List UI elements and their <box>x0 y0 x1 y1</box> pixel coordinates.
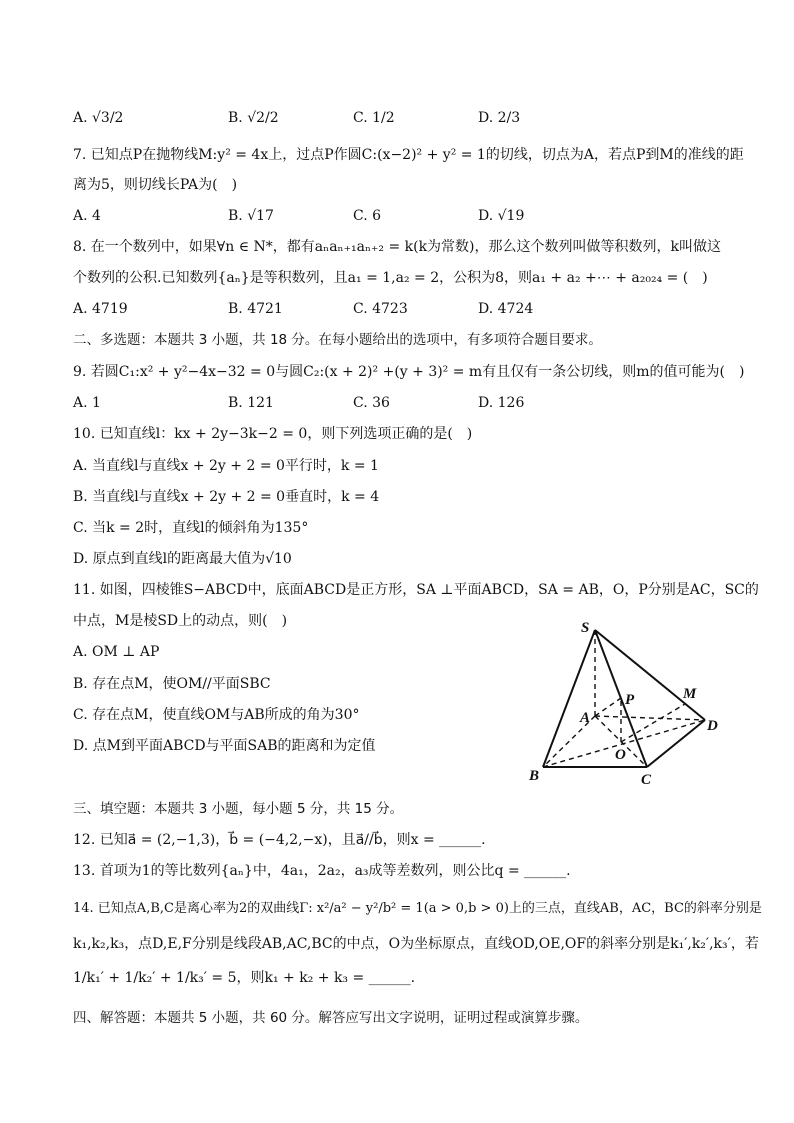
q9-option-c: C. 36 <box>353 395 390 411</box>
edge-AD <box>595 716 705 720</box>
label-D: D <box>707 718 718 734</box>
q8-option-a: A. 4719 <box>73 301 128 317</box>
q6-option-d: D. 2/3 <box>478 110 521 126</box>
q7-option-b: B. √17 <box>228 208 274 224</box>
q8-stem-line1: 8. 在一个数列中，如果∀n ∈ N*，都有aₙaₙ₊₁aₙ₊₂ = k(k为常数)，那么这个数列叫做等积数列，k叫做这 <box>73 239 722 255</box>
label-C: C <box>641 772 652 788</box>
q10-option-a: A. 当直线l与直线x + 2y + 2 = 0平行时，k = 1 <box>73 458 379 474</box>
q6-option-c: C. 1/2 <box>353 110 395 126</box>
q14-stem-line1: 14. 已知点A,B,C是离心率为2的双曲线Γ: x²/a² − y²/b² = 1(a > 0,b > 0)上的三点，直线AB，AC，BC的斜率分别是 <box>73 901 762 916</box>
q11-option-a: A. OM ⊥ AP <box>73 644 160 660</box>
q11-stem-line2: 中点，M是棱SD上的动点，则( ) <box>73 613 288 629</box>
label-M: M <box>683 686 697 702</box>
q13: 13. 首项为1的等比数列{aₙ}中，4a₁，2a₂，a₃成等差数列，则公比q = ______. <box>73 863 571 879</box>
q8-option-c: C. 4723 <box>353 301 408 317</box>
label-O: O <box>615 747 626 763</box>
q6-option-b: B. √2/2 <box>228 110 279 126</box>
section-heading-multiple-choice: 二、多选题：本题共 3 小题，共 18 分。在每小题给出的选项中，有多项符合题目要求。 <box>73 332 602 348</box>
q8-stem-line2: 个数列的公积.已知数列{aₙ}是等积数列，且a₁ = 1,a₂ = 2，公积为8，则a₁ + a₂ +⋯ + a₂₀₂₄ = ( ) <box>73 270 708 286</box>
q7-option-c: C. 6 <box>353 208 382 224</box>
edge-CD <box>647 720 705 767</box>
q6-option-a: A. √3/2 <box>73 110 124 126</box>
pyramid-figure <box>525 612 725 792</box>
seg-AP <box>595 698 621 716</box>
q14-stem-line2: k₁,k₂,k₃，点D,E,F分别是线段AB,AC,BC的中点，O为坐标原点，直线OD,OE,OF的斜率分别是k₁′,k₂′,k₃′，若 <box>73 936 759 952</box>
q7-option-a: A. 4 <box>73 208 101 224</box>
q10-option-b: B. 当直线l与直线x + 2y + 2 = 0垂直时，k = 4 <box>73 489 380 505</box>
q11-option-b: B. 存在点M，使OM//平面SBC <box>73 676 271 692</box>
q10-option-d: D. 原点到直线l的距离最大值为√10 <box>73 551 292 567</box>
q11-stem-line1: 11. 如图，四棱锥S−ABCD中，底面ABCD是正方形，SA ⊥平面ABCD，SA = AB，O，P分别是AC，SC的 <box>73 582 759 598</box>
q11-option-d: D. 点M到平面ABCD与平面SAB的距离和为定值 <box>73 738 376 754</box>
section-heading-fill-in: 三、填空题：本题共 3 小题，每小题 5 分，共 15 分。 <box>73 801 404 817</box>
label-S: S <box>581 620 590 636</box>
section-heading-solutions: 四、解答题：本题共 5 小题，共 60 分。解答应写出文字说明，证明过程或演算步骤。 <box>73 1010 589 1026</box>
label-P: P <box>625 692 635 708</box>
q10-stem: 10. 已知直线l：kx + 2y−3k−2 = 0，则下列选项正确的是( ) <box>73 426 473 442</box>
q14-stem-line3: 1/k₁′ + 1/k₂′ + 1/k₃′ = 5，则k₁ + k₂ + k₃ = ______. <box>73 970 416 986</box>
q9-stem: 9. 若圆C₁:x² + y²−4x−32 = 0与圆C₂:(x + 2)² +(y + 3)² = m有且仅有一条公切线，则m的值可能为( ) <box>73 364 745 380</box>
q7-option-d: D. √19 <box>478 208 525 224</box>
label-B: B <box>529 768 540 784</box>
q11-option-c: C. 存在点M，使直线OM与AB所成的角为30° <box>73 707 360 723</box>
q9-option-b: B. 121 <box>228 395 274 411</box>
label-A: A <box>580 710 591 726</box>
q9-option-d: D. 126 <box>478 395 525 411</box>
q7-stem-line1: 7. 已知点P在抛物线M:y² = 4x上，过点P作圆C:(x−2)² + y² = 1的切线，切点为A，若点P到M的准线的距 <box>73 147 744 163</box>
edge-SB <box>543 630 595 767</box>
q10-option-c: C. 当k = 2时，直线l的倾斜角为135° <box>73 520 309 536</box>
q12: 12. 已知a⃗ = (2,−1,3)，b⃗ = (−4,2,−x)，且a⃗//b⃗，则x = ______. <box>73 832 486 848</box>
q9-option-a: A. 1 <box>73 395 101 411</box>
q8-option-d: D. 4724 <box>478 301 534 317</box>
q8-option-b: B. 4721 <box>228 301 283 317</box>
q7-stem-line2: 离为5，则切线长PA为( ) <box>73 177 238 193</box>
